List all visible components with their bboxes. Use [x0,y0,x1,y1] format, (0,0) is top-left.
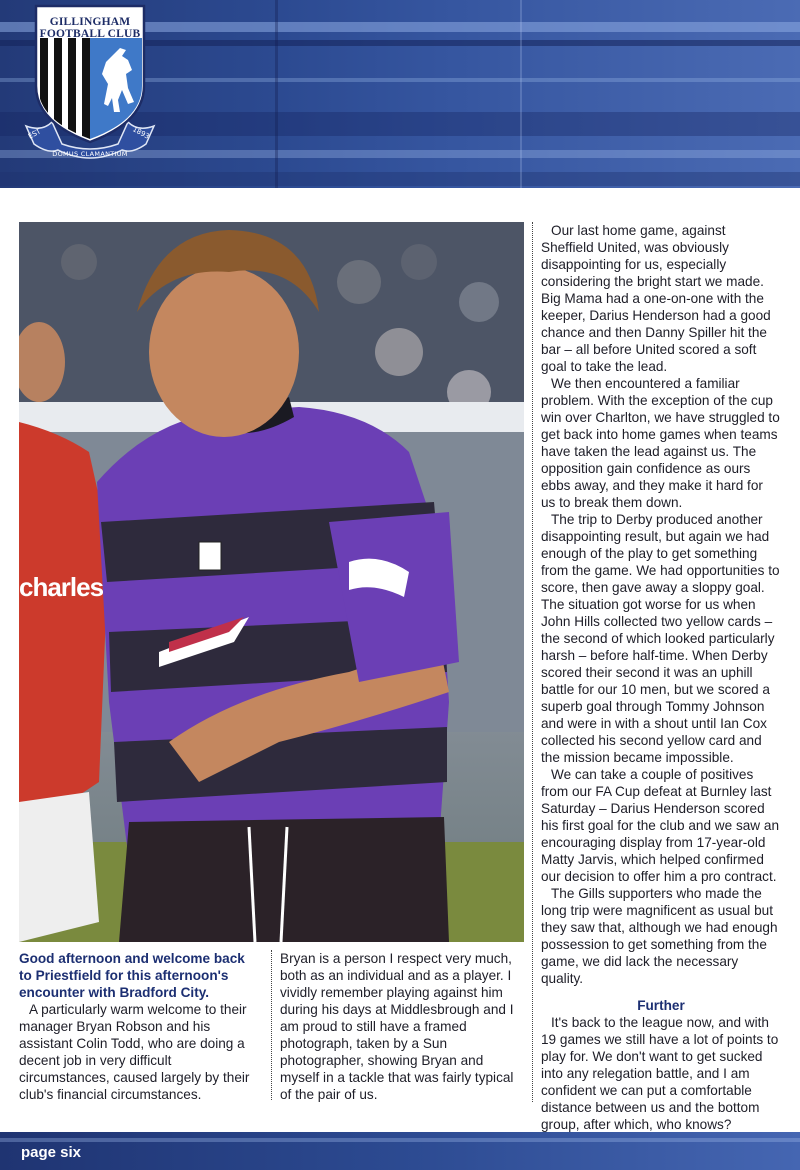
crest-year: 1893 [131,125,151,141]
crest-club-name [22,16,158,40]
column-divider [532,222,533,1102]
page-number: page six [21,1144,82,1161]
article-paragraph: The trip to Derby produced another disappointing result, but again we had enough of the play to get something from the game. We had opportunities to score, then gave away a sloppy goal. The situation got worse for us when John Hills collected two yellow cards – the second of which looked particularly harsh – before half-time. When Derby scored their second it was an uphill battle for our 10 men, but we scored a superb goal through Tommy Johnson and were in with a shout until Ian Cox collected his second yellow card and the mission became impossible. [541,512,780,765]
crest-motto: DOMUS CLAMANTIUM [52,150,128,158]
article-paragraph: The Gills supporters who made the long trip were magnificent as usual but they saw that, although we had enough possession to get something from the game, we did lack the necessary quality. [541,886,778,986]
article-paragraph: A particularly warm welcome to their manager Bryan Robson and his assistant Colin Todd, who are doing a decent job in very difficult circumstances, caused largely by their club's financial circumstances. [19,1002,250,1102]
article-column-3 [541,222,781,1133]
article-column-2 [280,950,522,1103]
player-photo [19,222,524,942]
column-divider [271,950,272,1100]
crest-name-line2: FOOTBALL CLUB [39,28,141,40]
crest-est: EST [26,127,43,141]
article-paragraph: It's back to the league now, and with 19 games we still have a lot of points to play for. We don't want to get sucked into any relegation battle, and I am confident we can put a comfortable distance between us and the bottom group, after which, who knows? [541,1015,779,1132]
article-lead: Good afternoon and welcome back to Priestfield for this afternoon's encounter with Bradford City. [19,951,245,1000]
article-paragraph: Bryan is a person I respect very much, both as an individual and as a player. I vividly remember playing against him during his days at Middlesbrough and I am proud to still have a framed photograph, taken by a Sun photographer, showing Bryan and myself in a tackle that was fairly typical of the pair of us. [280,951,514,1102]
article-paragraph: We can take a couple of positives from our FA Cup defeat at Burnley last Saturday – Darius Henderson scored his first goal for the club and we saw an encouraging display from 17-year-old Matty Jarvis, which helped confirmed our decision to offer him a pro contract. [541,767,780,884]
club-crest [22,4,158,166]
footer-banner [0,1132,800,1170]
crest-name-line1: GILLINGHAM [49,16,131,28]
article-paragraph: Our last home game, against Sheffield United, was obviously disappointing for us, especially considering the bright start we made. Big Mama had a one-on-one with the keeper, Darius Henderson had a good chance and then Danny Spiller hit the bar – all before United scored a soft goal to take the lead. [541,223,771,374]
article-column-1 [19,950,261,1103]
article-subheading: Further [637,998,685,1013]
header-banner [0,0,800,188]
article-paragraph: We then encountered a familiar problem. With the exception of the cup win over Charlton, we have struggled to get back into home games when teams have taken the lead against us. The opposition gain confidence as ours ebbs away, and they make it hard for us to break them down. [541,376,780,510]
opponent-shirt-text: charles [19,572,104,602]
